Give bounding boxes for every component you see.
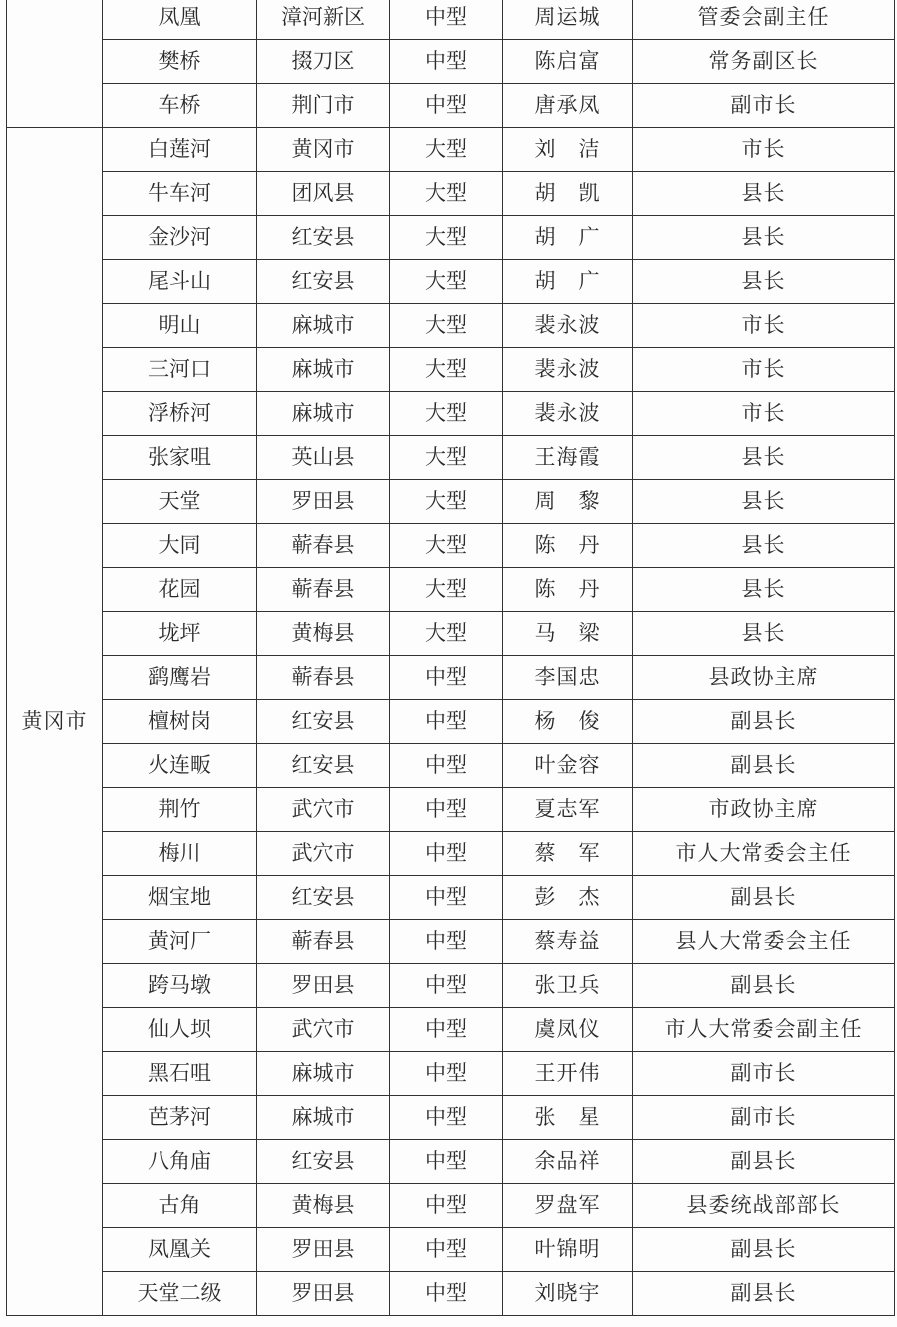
table-row — [7, 1184, 895, 1228]
responsible-person-cell: 胡 广 — [503, 260, 633, 304]
table-row — [7, 700, 895, 744]
position-cell: 副县长 — [633, 744, 895, 788]
position-cell: 县长 — [633, 568, 895, 612]
position-cell: 市长 — [633, 392, 895, 436]
county-cell: 麻城市 — [257, 304, 390, 348]
table-row — [7, 1140, 895, 1184]
reservoir-type-cell: 大型 — [390, 172, 503, 216]
table-row — [7, 0, 895, 40]
table-row — [7, 788, 895, 832]
reservoir-type-cell: 中型 — [390, 40, 503, 84]
responsible-person-cell: 裴永波 — [503, 304, 633, 348]
position-cell: 副县长 — [633, 700, 895, 744]
position-cell: 市长 — [633, 128, 895, 172]
reservoir-type-cell: 中型 — [390, 920, 503, 964]
reservoir-name-cell: 古角 — [103, 1184, 257, 1228]
reservoir-type-cell: 中型 — [390, 1228, 503, 1272]
position-cell: 市人大常委会副主任 — [633, 1008, 895, 1052]
county-cell: 红安县 — [257, 744, 390, 788]
responsible-person-cell: 胡 广 — [503, 216, 633, 260]
county-cell: 武穴市 — [257, 788, 390, 832]
county-cell: 武穴市 — [257, 832, 390, 876]
reservoir-type-cell: 中型 — [390, 1008, 503, 1052]
reservoir-name-cell: 烟宝地 — [103, 876, 257, 920]
county-cell: 红安县 — [257, 1140, 390, 1184]
position-cell: 副市长 — [633, 1096, 895, 1140]
reservoir-type-cell: 大型 — [390, 128, 503, 172]
position-cell: 市政协主席 — [633, 788, 895, 832]
table-row — [7, 128, 895, 172]
responsible-person-cell: 胡 凯 — [503, 172, 633, 216]
reservoir-type-cell: 中型 — [390, 1140, 503, 1184]
reservoir-name-cell: 明山 — [103, 304, 257, 348]
reservoir-type-cell: 中型 — [390, 832, 503, 876]
county-cell: 荆门市 — [257, 84, 390, 128]
county-cell: 黄梅县 — [257, 612, 390, 656]
reservoir-type-cell: 大型 — [390, 348, 503, 392]
position-cell: 市长 — [633, 304, 895, 348]
table-body — [7, 0, 895, 1316]
table-row — [7, 1272, 895, 1316]
reservoir-name-cell: 三河口 — [103, 348, 257, 392]
county-cell: 麻城市 — [257, 1052, 390, 1096]
responsible-person-cell: 马 梁 — [503, 612, 633, 656]
reservoir-name-cell: 黑石咀 — [103, 1052, 257, 1096]
position-cell: 副县长 — [633, 1228, 895, 1272]
position-cell: 副县长 — [633, 876, 895, 920]
city-cell — [7, 0, 103, 128]
county-cell: 蕲春县 — [257, 656, 390, 700]
county-cell: 罗田县 — [257, 480, 390, 524]
position-cell: 县长 — [633, 216, 895, 260]
responsible-person-cell: 彭 杰 — [503, 876, 633, 920]
table-row — [7, 1052, 895, 1096]
table-row — [7, 392, 895, 436]
reservoir-type-cell: 中型 — [390, 1052, 503, 1096]
responsible-person-cell: 虞凤仪 — [503, 1008, 633, 1052]
county-cell: 蕲春县 — [257, 920, 390, 964]
responsible-person-cell: 夏志军 — [503, 788, 633, 832]
reservoir-type-cell: 中型 — [390, 1184, 503, 1228]
county-cell: 蕲春县 — [257, 524, 390, 568]
table-row — [7, 216, 895, 260]
position-cell: 副县长 — [633, 1140, 895, 1184]
reservoir-name-cell: 八角庙 — [103, 1140, 257, 1184]
county-cell: 罗田县 — [257, 1228, 390, 1272]
county-cell: 红安县 — [257, 876, 390, 920]
reservoir-name-cell: 荆竹 — [103, 788, 257, 832]
reservoir-name-cell: 张家咀 — [103, 436, 257, 480]
reservoir-name-cell: 芭茅河 — [103, 1096, 257, 1140]
reservoir-type-cell: 中型 — [390, 744, 503, 788]
reservoir-name-cell: 天堂二级 — [103, 1272, 257, 1316]
responsible-person-cell: 王开伟 — [503, 1052, 633, 1096]
county-cell: 罗田县 — [257, 1272, 390, 1316]
table-row — [7, 524, 895, 568]
table-row — [7, 304, 895, 348]
responsible-person-cell: 陈 丹 — [503, 524, 633, 568]
table-row — [7, 744, 895, 788]
reservoir-name-cell: 大同 — [103, 524, 257, 568]
position-cell: 县人大常委会主任 — [633, 920, 895, 964]
reservoir-type-cell: 大型 — [390, 568, 503, 612]
responsible-person-cell: 陈 丹 — [503, 568, 633, 612]
table-row — [7, 1096, 895, 1140]
county-cell: 红安县 — [257, 700, 390, 744]
reservoir-name-cell: 浮桥河 — [103, 392, 257, 436]
county-cell: 麻城市 — [257, 348, 390, 392]
county-cell: 团风县 — [257, 172, 390, 216]
reservoir-type-cell: 大型 — [390, 612, 503, 656]
reservoir-name-cell: 车桥 — [103, 84, 257, 128]
reservoir-name-cell: 金沙河 — [103, 216, 257, 260]
responsible-person-cell: 李国忠 — [503, 656, 633, 700]
table-row — [7, 436, 895, 480]
reservoir-name-cell: 火连畈 — [103, 744, 257, 788]
reservoir-type-cell: 大型 — [390, 260, 503, 304]
position-cell: 县委统战部部长 — [633, 1184, 895, 1228]
county-cell: 黄冈市 — [257, 128, 390, 172]
county-cell: 黄梅县 — [257, 1184, 390, 1228]
reservoir-type-cell: 大型 — [390, 436, 503, 480]
reservoir-name-cell: 花园 — [103, 568, 257, 612]
responsible-person-cell: 罗盘军 — [503, 1184, 633, 1228]
reservoir-name-cell: 檀树岗 — [103, 700, 257, 744]
responsible-person-cell: 刘 洁 — [503, 128, 633, 172]
county-cell: 掇刀区 — [257, 40, 390, 84]
responsible-person-cell: 陈启富 — [503, 40, 633, 84]
city-cell: 黄冈市 — [7, 128, 103, 1316]
position-cell: 副市长 — [633, 84, 895, 128]
responsible-person-cell: 蔡寿益 — [503, 920, 633, 964]
county-cell: 麻城市 — [257, 1096, 390, 1140]
reservoir-type-cell: 大型 — [390, 392, 503, 436]
county-cell: 罗田县 — [257, 964, 390, 1008]
responsible-person-cell: 叶金容 — [503, 744, 633, 788]
reservoir-type-cell: 中型 — [390, 700, 503, 744]
reservoir-name-cell: 梅川 — [103, 832, 257, 876]
responsible-person-cell: 叶锦明 — [503, 1228, 633, 1272]
position-cell: 市人大常委会主任 — [633, 832, 895, 876]
responsible-person-cell: 周运城 — [503, 0, 633, 40]
reservoir-type-cell: 大型 — [390, 304, 503, 348]
position-cell: 市长 — [633, 348, 895, 392]
reservoir-name-cell: 仙人坝 — [103, 1008, 257, 1052]
table-row — [7, 40, 895, 84]
responsible-person-cell: 裴永波 — [503, 348, 633, 392]
table-row — [7, 1228, 895, 1272]
responsible-person-cell: 王海霞 — [503, 436, 633, 480]
reservoir-name-cell: 跨马墩 — [103, 964, 257, 1008]
county-cell: 红安县 — [257, 216, 390, 260]
responsible-person-cell: 张 星 — [503, 1096, 633, 1140]
reservoir-name-cell: 垅坪 — [103, 612, 257, 656]
table-row — [7, 172, 895, 216]
position-cell: 县政协主席 — [633, 656, 895, 700]
county-cell: 蕲春县 — [257, 568, 390, 612]
reservoir-type-cell: 中型 — [390, 656, 503, 700]
responsible-person-cell: 余品祥 — [503, 1140, 633, 1184]
position-cell: 县长 — [633, 612, 895, 656]
reservoir-type-cell: 中型 — [390, 964, 503, 1008]
responsible-person-cell: 刘晓宇 — [503, 1272, 633, 1316]
table-row — [7, 480, 895, 524]
table-row — [7, 84, 895, 128]
reservoir-name-cell: 樊桥 — [103, 40, 257, 84]
table-row — [7, 1008, 895, 1052]
reservoir-type-cell: 中型 — [390, 1272, 503, 1316]
reservoir-name-cell: 凤凰关 — [103, 1228, 257, 1272]
reservoir-type-cell: 中型 — [390, 788, 503, 832]
table-row — [7, 348, 895, 392]
table-row — [7, 920, 895, 964]
reservoir-type-cell: 中型 — [390, 84, 503, 128]
reservoir-type-cell: 中型 — [390, 1096, 503, 1140]
reservoir-type-cell: 大型 — [390, 480, 503, 524]
reservoir-name-cell: 鹞鹰岩 — [103, 656, 257, 700]
reservoir-type-cell: 中型 — [390, 876, 503, 920]
position-cell: 县长 — [633, 172, 895, 216]
reservoir-type-cell: 中型 — [390, 0, 503, 40]
position-cell: 县长 — [633, 436, 895, 480]
position-cell: 管委会副主任 — [633, 0, 895, 40]
county-cell: 英山县 — [257, 436, 390, 480]
reservoir-name-cell: 牛车河 — [103, 172, 257, 216]
county-cell: 武穴市 — [257, 1008, 390, 1052]
position-cell: 副市长 — [633, 1052, 895, 1096]
responsible-person-cell: 周 黎 — [503, 480, 633, 524]
table-row — [7, 876, 895, 920]
position-cell: 常务副区长 — [633, 40, 895, 84]
position-cell: 副县长 — [633, 1272, 895, 1316]
responsible-person-cell: 蔡 军 — [503, 832, 633, 876]
county-cell: 麻城市 — [257, 392, 390, 436]
reservoir-name-cell: 凤凰 — [103, 0, 257, 40]
reservoir-name-cell: 尾斗山 — [103, 260, 257, 304]
reservoir-name-cell: 黄河厂 — [103, 920, 257, 964]
table-row — [7, 656, 895, 700]
table-row — [7, 260, 895, 304]
county-cell: 漳河新区 — [257, 0, 390, 40]
table-row — [7, 612, 895, 656]
responsible-person-cell: 张卫兵 — [503, 964, 633, 1008]
reservoir-type-cell: 大型 — [390, 524, 503, 568]
position-cell: 副县长 — [633, 964, 895, 1008]
responsible-person-cell: 唐承凤 — [503, 84, 633, 128]
table-row — [7, 964, 895, 1008]
responsible-person-cell: 裴永波 — [503, 392, 633, 436]
reservoir-name-cell: 白莲河 — [103, 128, 257, 172]
table-row — [7, 832, 895, 876]
table-row — [7, 568, 895, 612]
reservoir-name-cell: 天堂 — [103, 480, 257, 524]
county-cell: 红安县 — [257, 260, 390, 304]
responsible-person-cell: 杨 俊 — [503, 700, 633, 744]
position-cell: 县长 — [633, 524, 895, 568]
position-cell: 县长 — [633, 480, 895, 524]
reservoir-responsibility-table — [6, 0, 895, 1316]
reservoir-type-cell: 大型 — [390, 216, 503, 260]
position-cell: 县长 — [633, 260, 895, 304]
